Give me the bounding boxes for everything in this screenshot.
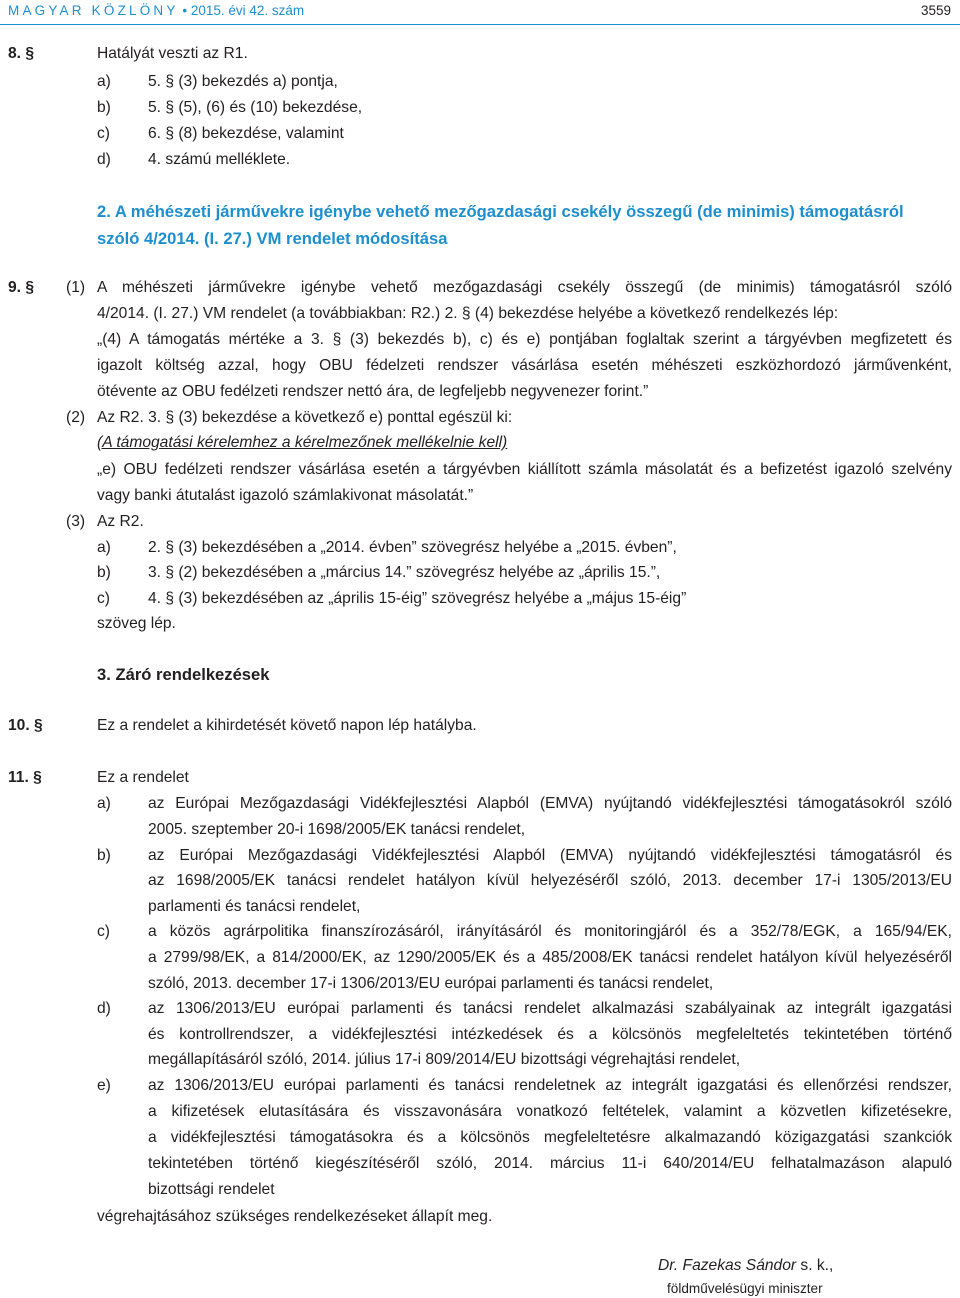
section-8-item-text: 5. § (5), (6) és (10) bekezdése, — [148, 99, 363, 116]
section-8-item-text: 5. § (3) bekezdés a) pontja, — [148, 73, 338, 90]
quote-text: vagy banki átutalást igazoló számlakivonat másolatát.” — [97, 487, 474, 504]
paragraph-text: Az R2. 3. § (3) bekezdése a következő e) ponttal egészül ki: — [97, 409, 513, 426]
section-8-item-label: b) — [97, 99, 111, 116]
running-header — [0, 0, 960, 24]
list-item-label: c) — [97, 590, 110, 607]
list-item-text: 2. § (3) bekezdésében a „2014. évben” szövegrész helyébe a „2015. évben”, — [148, 539, 677, 556]
paragraph-label: (3) — [66, 513, 86, 530]
section-11-number: 11. § — [8, 769, 42, 786]
list-item-label: d) — [97, 1000, 111, 1017]
list-item-text: az Európai Mezőgazdasági Vidékfejlesztési Alapból (EMVA) nyújtandó vidékfejlesztési támogatásról és — [148, 847, 952, 864]
section-11-closing: végrehajtásához szükséges rendelkezéseket állapít meg. — [97, 1208, 493, 1225]
list-item-label: a) — [97, 539, 111, 556]
signature — [658, 1256, 833, 1275]
list-item-text: parlamenti és tanácsi rendelet, — [148, 898, 361, 915]
list-item-text: az Európai Mezőgazdasági Vidékfejlesztési Alapból (EMVA) nyújtandó vidékfejlesztési támogatásokról szóló — [148, 795, 952, 812]
section-11-intro: Ez a rendelet — [97, 769, 189, 786]
list-item-text: megállapításáról szóló, 2014. július 17-i 809/2014/EU bizottsági végrehajtási rendelet, — [148, 1051, 741, 1068]
quote-text: igazolt költség azzal, hogy OBU fédelzeti rendszer vásárlása esetén méhészeti eszközhordozó járművenként, — [97, 357, 952, 374]
section-9-number: 9. § — [8, 279, 35, 296]
section-8-item-label: d) — [97, 151, 111, 168]
quote-text: „(4) A támogatás mértéke a 3. § (3) bekezdés b), c) és e) pontjában foglaltak szerint a tárgyévben megfizetett és — [97, 331, 952, 348]
header-rule — [0, 24, 960, 25]
header-bullet: • — [182, 3, 188, 18]
list-item-text: az 1698/2005/EK tanácsi rendelet hatályon kívül helyezéséről szóló, 2013. december 17-i 1305/2013/EU — [148, 872, 952, 889]
section-8-item-label: a) — [97, 73, 111, 90]
list-item-text: 3. § (2) bekezdésében a „március 14.” szövegrész helyébe az „április 15.”, — [148, 564, 661, 581]
list-item-text: tekintetében történő kiegészítéséről szóló, 2014. március 11-i 640/2014/EU felhatalmazáson alapuló — [148, 1155, 952, 1172]
chapter-3-heading: 3. Záró rendelkezések — [97, 665, 270, 684]
signatory-role: földművelésügyi miniszter — [667, 1281, 823, 1296]
section-10-number: 10. § — [8, 717, 43, 734]
page-number: 3559 — [920, 3, 951, 18]
list-item-text: az 1306/2013/EU európai parlamenti és tanácsi rendelet alkalmazási szabályainak az integrált igazgatási — [148, 1000, 952, 1017]
chapter-2-heading-cont: szóló 4/2014. (I. 27.) VM rendelet módosítása — [97, 229, 448, 248]
list-item-label: b) — [97, 847, 111, 864]
quote-text: ötévente az OBU fedélzeti rendszer nettó ára, de legfeljebb negyvenezer forint.” — [97, 383, 649, 400]
list-item-label: c) — [97, 923, 110, 940]
signatory-name: Dr. Fazekas Sándor — [658, 1257, 797, 1274]
section-8-item-label: c) — [97, 125, 110, 142]
section-8-number: 8. § — [8, 45, 35, 62]
list-item-text: a közös agrárpolitika finanszírozásáról, irányításáról és monitoringjáról és a 352/78/EGK, a 165/94/EK, — [148, 923, 952, 940]
list-item-text: 4. § (3) bekezdésében az „április 15-éig” szövegrész helyébe a „május 15-éig” — [148, 590, 687, 607]
issue-number: 2015. évi 42. szám — [190, 3, 305, 18]
list-item-text: a 2799/98/EK, a 814/2000/EK, az 1290/2005/EK és a 485/2008/EK tanácsi rendelet hatályon kívül helyezéséről — [148, 949, 952, 966]
paragraph-subtitle: (A támogatási kérelemhez a kérelmezőnek mellékelnie kell) — [97, 434, 508, 451]
paragraph-label: (2) — [66, 409, 86, 426]
list-item-text: a kifizetések elutasítására és visszavonására vonatkozó feltételek, valamint a közvetlen kifizetésekre, — [148, 1103, 952, 1120]
section-8-item-text: 6. § (8) bekezdése, valamint — [148, 125, 344, 142]
paragraph-closing: szöveg lép. — [97, 615, 176, 632]
section-8-item-text: 4. számú melléklete. — [148, 151, 291, 168]
list-item-label: e) — [97, 1077, 111, 1094]
list-item-text: az 1306/2013/EU európai parlamenti és tanácsi rendeletnek az integrált igazgatási és ellenőrzési rendszer, — [148, 1077, 952, 1094]
section-10-text: Ez a rendelet a kihirdetését követő napon lép hatályba. — [97, 717, 477, 734]
paragraph-text: 4/2014. (I. 27.) VM rendelet (a továbbiakban: R2.) 2. § (4) bekezdése helyébe a következő rendelkezés lép: — [97, 305, 839, 322]
list-item-text: a vidékfejlesztési támogatásokra és a kölcsönös megfeleltetésre alkalmazandó közigazgatási szankciók — [148, 1129, 952, 1146]
list-item-text: 2005. szeptember 20-i 1698/2005/EK tanácsi rendelet, — [148, 821, 526, 838]
paragraph-text: A méhészeti járművekre igénybe vehető mezőgazdasági csekély összegű (de minimis) támogatásról szóló — [97, 279, 952, 296]
section-8-intro: Hatályát veszti az R1. — [97, 45, 248, 62]
list-item-text: szóló, 2013. december 17-i 1306/2013/EU európai parlamenti és tanácsi rendelet, — [148, 975, 714, 992]
header-journal-info — [8, 3, 304, 18]
list-item-label: b) — [97, 564, 111, 581]
chapter-2-heading: 2. A méhészeti járművekre igénybe vehető mezőgazdasági csekély összegű (de minimis) támogatásról — [97, 202, 904, 221]
list-item-text: és kontrollrendszer, a vidékfejlesztési intézkedések és a kölcsönös megfeleltetés tekintetében történő — [148, 1026, 952, 1043]
list-item-label: a) — [97, 795, 111, 812]
quote-text: „e) OBU fedélzeti rendszer vásárlása esetén a tárgyévben kiállított számla másolatát és a befizetést igazoló szelvény — [97, 461, 952, 478]
signature-suffix: s. k., — [796, 1257, 834, 1274]
journal-title: MAGYAR KÖZLÖNY — [8, 3, 179, 18]
list-item-text: bizottsági rendelet — [148, 1181, 275, 1198]
paragraph-label: (1) — [66, 279, 86, 296]
paragraph-text: Az R2. — [97, 513, 144, 530]
